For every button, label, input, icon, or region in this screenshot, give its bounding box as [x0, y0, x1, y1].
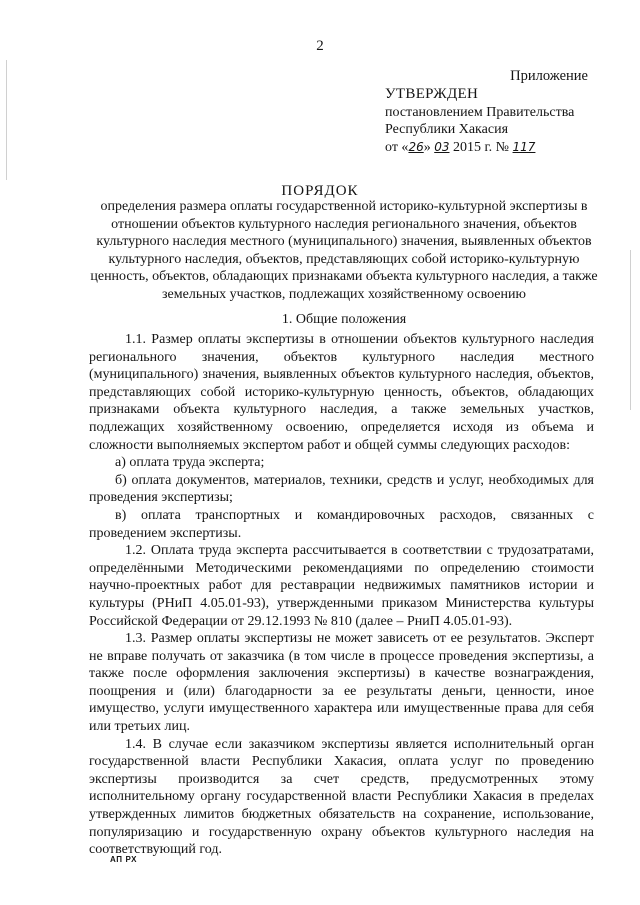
resolution-number: 117: [512, 139, 536, 154]
paragraph-1-1: 1.1. Размер оплаты экспертизы в отношении объектов культурного наследия регионального значения, объектов культурного наследия местного (муниципального) значения, выявленных объектов культурного наследия, объектов, представляющих собой историко-культурную ценность, объектов, обладающих признаками объекта культурного наследия, а также земельных участков, подлежащих хозяйственному освоению, определяется исходя из объема и сложности выполняемых экспертом работ и общей суммы следующих расходов:: [89, 332, 594, 453]
list-item-b: б) оплата документов, материалов, техники, средств и услуг, необходимых для проведения экспертизы;: [89, 472, 594, 506]
document-title: ПОРЯДОК: [281, 183, 359, 199]
appendix-label: Приложение: [510, 68, 588, 84]
document-subtitle: определения размера оплаты государственной историко-культурной экспертизы в отношении объектов культурного наследия регионального значения, объектов культурного наследия местного (муниципального) значения, выявленных объектов культурного наследия, объектов, представляющих собой историко-культурную ценность, объектов, обладающих признаками объекта культурного наследия, а также земельных участков, подлежащих хозяйственному освоению: [90, 199, 598, 302]
approved-label: УТВЕРЖДЕН: [385, 86, 479, 102]
paragraph-1-3: 1.3. Размер оплаты экспертизы не может зависеть от ее результатов. Эксперт не вправе получать от заказчика (в том числе в процессе проведения экспертизы, а также после оформления заключения экспертизы) в качестве вознаграждения, поощрения и (или) благодарности за ее результаты деньги, ценности, иное имущество, услуги имущественного характера или имущественные права для себя или третьих лиц.: [89, 631, 594, 735]
page-number: 2: [316, 38, 324, 54]
date-year: 2015 г. №: [449, 139, 513, 155]
scan-edge-mark-right: [630, 250, 631, 410]
date-prefix: от «: [385, 139, 409, 155]
approval-stamp: [385, 86, 615, 156]
footer-code: АП РХ: [110, 855, 138, 864]
date-mid: »: [423, 139, 435, 155]
approval-line-1: постановлением Правительства: [385, 104, 575, 120]
date-day: 26: [408, 139, 424, 154]
paragraph-1-2: 1.2. Оплата труда эксперта рассчитывается в соответствии с трудозатратами, определёнными Методическими рекомендациями по определению стоимости научно-проектных работ для реставрации недвижимых памятников истории и культуры (РНиП 4.05.01-93), утвержденными приказом Министерства культуры Российской Федерации от 29.12.1993 № 810 (далее – РниП 4.05.01-93).: [89, 543, 594, 629]
list-item-a: а) оплата труда эксперта;: [115, 455, 265, 471]
section-heading: 1. Общие положения: [281, 312, 407, 327]
list-item-c: в) оплата транспортных и командировочных расходов, связанных с проведением экспертизы.: [89, 507, 594, 541]
scan-edge-mark-left: [6, 60, 7, 180]
approval-line-2: Республики Хакасия: [385, 122, 509, 137]
approval-date-line: [385, 139, 615, 157]
paragraph-1-4: 1.4. В случае если заказчиком экспертизы является исполнительный орган государственной власти Республики Хакасия, оплата услуг по проведению экспертизы производится за счет средств, предусмотренных этому исполнительному органу государственной власти Республики Хакасия в пределах утвержденных лимитов бюджетных обязательств на сохранение, использование, популяризацию и государственную охрану объектов культурного наследия на соответствующий год.: [89, 736, 594, 858]
date-month: 03: [434, 139, 450, 154]
document-body: [89, 331, 594, 859]
